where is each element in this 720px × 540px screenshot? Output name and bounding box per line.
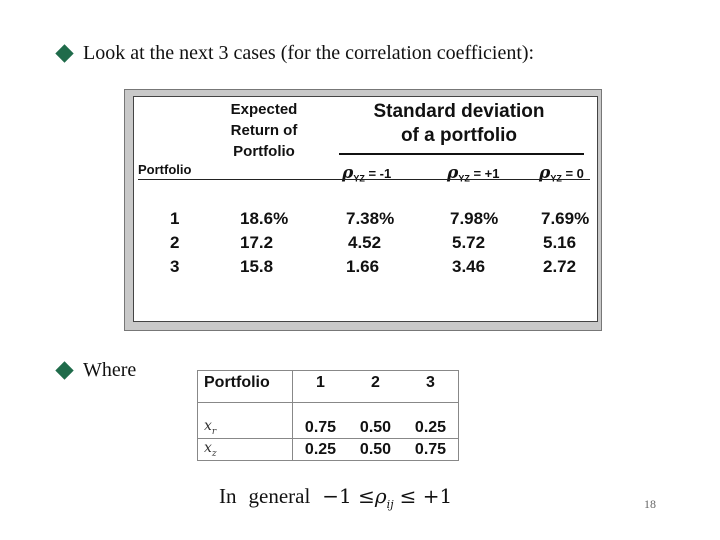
expected-return-header: Expected Return of Portfolio [230, 101, 298, 160]
row-sd-zero: 5.16 [543, 233, 577, 252]
formula-lhs: −1 ≤ [322, 484, 375, 508]
weights-table [197, 370, 459, 461]
formula-prefix: In [219, 484, 237, 508]
formula-rho: $\rho_{ij}$ [374, 484, 394, 511]
weights-row-xz [198, 439, 459, 461]
weights-col-header: 3 [403, 371, 459, 403]
intro-text: Look at the next 3 cases (for the correlation coefficient): [83, 42, 535, 64]
row-sd-neg1: 1.66 [346, 257, 380, 276]
where-text: Where [83, 359, 137, 381]
formula-word: general [248, 484, 311, 508]
weight-cell: 0.75 [403, 439, 459, 461]
intro-bullet [58, 42, 534, 65]
spacer-cell [198, 403, 293, 418]
page-number: 18 [644, 497, 656, 511]
std-dev-header: Standard deviation of a portfolio [373, 101, 545, 146]
row-portfolio: 2 [170, 233, 180, 252]
weight-cell: 0.25 [293, 439, 349, 461]
diamond-bullet-icon [55, 361, 73, 379]
row-sd-neg1: 4.52 [348, 233, 382, 252]
row-sd-neg1: 7.38% [346, 209, 395, 228]
where-bullet [58, 359, 136, 382]
correlation-range-formula [219, 484, 452, 511]
weight-cell: 0.50 [348, 417, 403, 439]
weights-portfolio-header: Portfolio [198, 371, 293, 403]
row-sd-pos1: 5.72 [452, 233, 486, 252]
weight-cell: 0.75 [293, 417, 349, 439]
weight-cell: 0.50 [348, 439, 403, 461]
weight-label-xr: $x_r$ [198, 417, 293, 439]
spacer-cell [348, 403, 403, 418]
rho-header-neg1: $\rho_{YZ} = -1$ [342, 163, 392, 184]
formula-rhs: ≤ +1 [399, 484, 453, 508]
row-sd-zero: 2.72 [543, 257, 577, 276]
row-expected: 17.2 [240, 233, 274, 252]
weights-col-header: 2 [348, 371, 403, 403]
row-sd-pos1: 7.98% [450, 209, 499, 228]
portfolio-header: Portfolio [138, 162, 192, 177]
spacer-cell [293, 403, 349, 418]
weights-row-xr [198, 417, 459, 439]
diamond-bullet-icon [55, 44, 73, 62]
row-sd-zero: 7.69% [541, 209, 590, 228]
row-sd-pos1: 3.46 [452, 257, 486, 276]
weight-label-xz: $x_z$ [198, 439, 293, 461]
weights-spacer-row [198, 403, 459, 418]
row-expected: 18.6% [240, 209, 289, 228]
row-portfolio: 1 [170, 209, 180, 228]
header-divider [138, 179, 590, 180]
rho-header-pos1: $\rho_{YZ} = +1$ [447, 163, 500, 184]
weights-header-row [198, 371, 459, 403]
portfolio-table-image [124, 89, 602, 331]
portfolio-table [133, 96, 598, 322]
weights-col-header: 1 [293, 371, 349, 403]
spacer-cell [403, 403, 459, 418]
rho-header-zero: $\rho_{YZ} = 0$ [539, 163, 584, 184]
std-dev-underline [339, 153, 584, 155]
row-portfolio: 3 [170, 257, 180, 276]
weight-cell: 0.25 [403, 417, 459, 439]
row-expected: 15.8 [240, 257, 274, 276]
